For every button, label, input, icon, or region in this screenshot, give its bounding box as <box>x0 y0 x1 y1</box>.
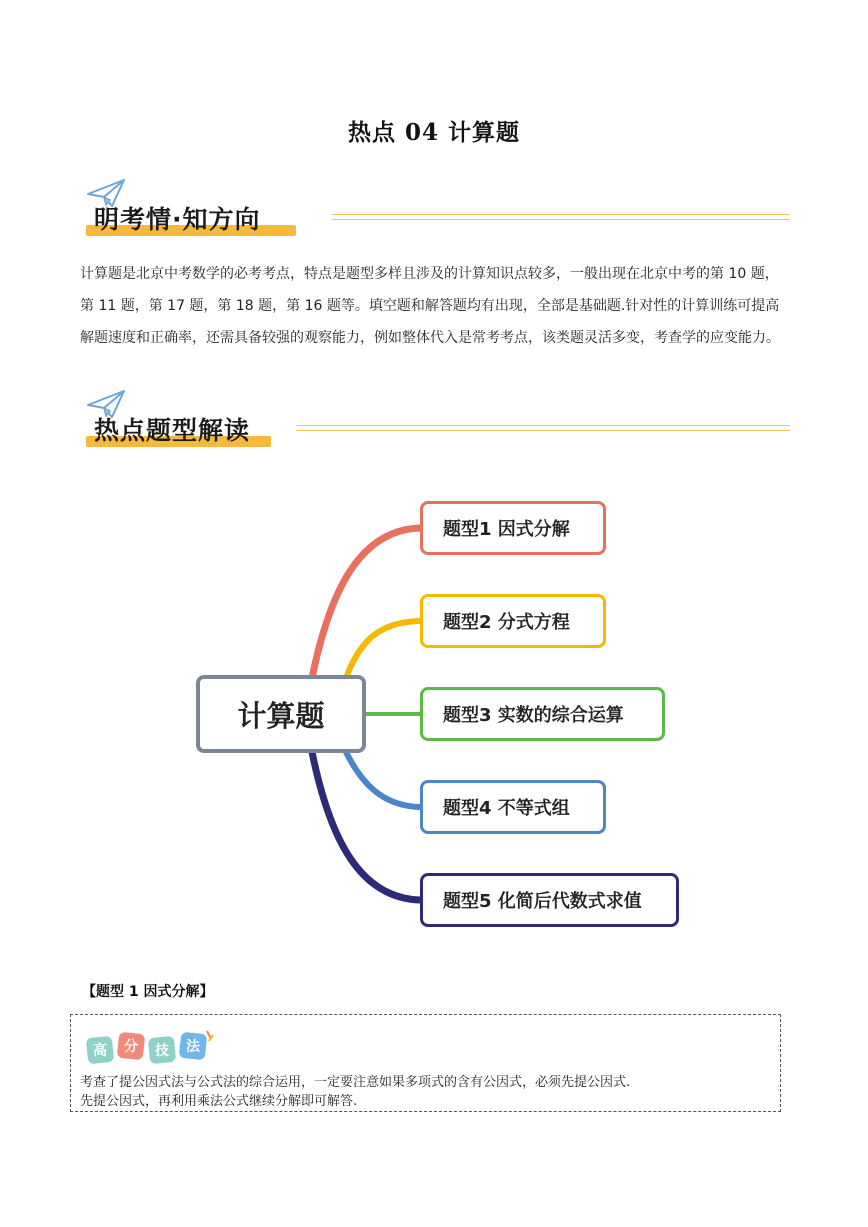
connector-1 <box>312 528 420 678</box>
mindmap-branch-type5: 题型5 化简后代数式求值 <box>420 873 679 927</box>
badge-char: 高 <box>93 1043 107 1059</box>
connector-2 <box>346 621 420 678</box>
mindmap-branch-type3: 题型3 实数的综合运算 <box>420 687 665 741</box>
badge-tile <box>148 1036 177 1065</box>
badge-char: 法 <box>186 1039 200 1055</box>
mindmap-branch-type1: 题型1 因式分解 <box>420 501 606 555</box>
high-score-tips-badge <box>85 1029 215 1065</box>
badge-tile <box>117 1032 146 1061</box>
tip-text-line: 先提公因式，再利用乘法公式继续分解即可解答. <box>80 1094 358 1109</box>
badge-char: 技 <box>155 1043 169 1059</box>
section-header-exam-trends <box>80 178 790 242</box>
badge-tile <box>179 1032 208 1061</box>
connector-5 <box>312 752 420 900</box>
section-header-hot-types <box>80 389 790 453</box>
mindmap <box>0 480 868 950</box>
section-label: 热点题型解读 <box>94 416 251 445</box>
section-divider-lines <box>332 214 790 220</box>
mindmap-branch-type2: 题型2 分式方程 <box>420 594 606 648</box>
connector-4 <box>346 752 420 807</box>
section-label: 明考情·知方向 <box>94 205 261 234</box>
badge-tile <box>86 1036 115 1065</box>
badge-char: 分 <box>124 1039 138 1055</box>
mindmap-branch-type4: 题型4 不等式组 <box>420 780 606 834</box>
type1-heading: 【题型 1 因式分解】 <box>82 984 214 1000</box>
page-title: 热点 04 计算题 <box>347 119 521 146</box>
mindmap-center-node: 计算题 <box>196 675 366 753</box>
tip-text <box>80 1073 770 1111</box>
tip-text-line: 考查了提公因式法与公式法的综合运用，一定要注意如果多项式的含有公因式，必须先提公因式. <box>80 1075 631 1090</box>
section-divider-lines <box>296 425 790 431</box>
intro-paragraph: 计算题是北京中考数学的必考考点，特点是题型多样且涉及的计算知识点较多，一般出现在北京中考的第 10 题，第 11 题，第 17 题，第 18 题，第 16 题等。填空题和解答题均有出现，全部是基础题.针对性的计算训练可提高解题速度和正确率，还需具备较强的观察能力，例如整体代入是常考考点，该类题灵活多变，考查学的应变能力。 <box>80 266 780 346</box>
tip-box <box>70 1014 781 1112</box>
